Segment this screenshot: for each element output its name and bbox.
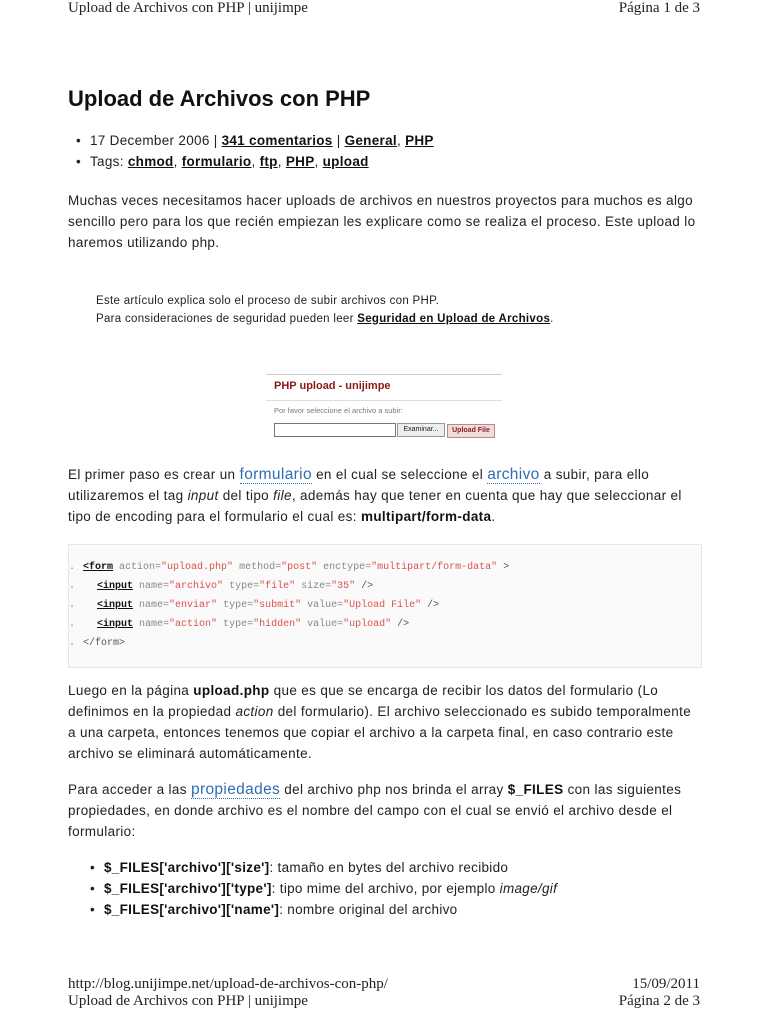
code-tag: <input	[97, 581, 134, 592]
article-title: Upload de Archivos con PHP	[68, 86, 371, 111]
header-page-number: Página 1 de 3	[618, 0, 700, 16]
archivo-link[interactable]: archivo	[487, 466, 540, 483]
post-date: 17 December 2006	[90, 133, 210, 148]
form-paragraph: El primer paso es crear un formulario en el cual se seleccione el archivo a subir, para ello utilizaremos el tag input del tipo file, además hay que tener en cuenta que hay que seleccionar el tipo de encoding para el formulario el cual es: multipart/form-data.	[68, 466, 682, 524]
code-value: "35"	[331, 581, 356, 592]
code-tag-end: />	[427, 600, 440, 611]
code-content	[97, 577, 373, 596]
tag-link[interactable]: chmod	[127, 154, 174, 169]
footer-title: Upload de Archivos con PHP | unijimpe	[68, 993, 308, 1009]
code-close-tag: </form>	[83, 638, 126, 649]
code-attr: type=	[223, 619, 254, 630]
code-tag-end: />	[397, 619, 410, 630]
code-value: "Upload File"	[343, 600, 422, 611]
security-link[interactable]: Seguridad en Upload de Archivos	[357, 313, 551, 325]
code-value: "enviar"	[169, 600, 218, 611]
upload-form-screenshot	[266, 374, 502, 441]
page-footer-title-line	[68, 993, 700, 1010]
screenshot-upload-button: Upload File	[447, 424, 495, 438]
code-value: "post"	[281, 562, 318, 573]
code-line-marker: .	[69, 619, 76, 630]
tag-link[interactable]: formulario	[181, 154, 252, 169]
footer-url: http://blog.unijimpe.net/upload-de-archivos-con-php/	[68, 976, 388, 992]
code-attr: name=	[139, 600, 170, 611]
tag-link[interactable]: PHP	[285, 154, 315, 169]
code-content	[83, 558, 509, 577]
code-line-marker: .	[69, 638, 76, 649]
code-tag: <input	[97, 619, 134, 630]
code-content	[97, 596, 439, 615]
screenshot-hint: Por favor seleccione el archivo a subir:	[274, 406, 403, 415]
page-header	[68, 0, 700, 17]
screenshot-title: PHP upload - unijimpe	[274, 380, 391, 392]
code-tag: <input	[97, 600, 134, 611]
screenshot-file-input	[274, 423, 396, 437]
meta-date-line: • 17 December 2006 | 341 comentarios | General, PHP	[68, 130, 434, 151]
intro-paragraph: Muchas veces necesitamos hacer uploads de archivos en nuestros proyectos para muchos es algo sencillo pero para los que recién empiezan les explicare como se realiza el proceso. Este upload lo haremos utilizando php.	[68, 193, 696, 250]
meta-tags-line: • Tags: chmod, formulario, ftp, PHP, upload	[68, 151, 434, 172]
code-tag-end: >	[503, 562, 510, 573]
tags-label: Tags:	[90, 154, 124, 169]
footer-date: 15/09/2011	[632, 976, 700, 992]
comments-link[interactable]: 341 comentarios	[221, 133, 333, 148]
header-title: Upload de Archivos con PHP | unijimpe	[68, 0, 308, 16]
code-block	[68, 544, 702, 668]
list-item: • $_FILES['archivo']['type']: tipo mime del archivo, por ejemplo image/gif	[68, 878, 557, 899]
code-value: "archivo"	[169, 581, 224, 592]
code-value: "file"	[259, 581, 296, 592]
code-line-marker: .	[69, 581, 76, 592]
code-value: "hidden"	[253, 619, 302, 630]
upload-php-paragraph: Luego en la página upload.php que es que se encarga de recibir los datos del formulario (Lo definimos en la propiedad action del formulario). El archivo seleccionado es subido temporalmente a una carpeta, entonces tenemos que copiar el archivo a la carpeta final, en caso contrario este archivo se eliminará automáticamente.	[68, 683, 692, 761]
page-footer-url-line	[68, 976, 700, 993]
code-attr: type=	[229, 581, 260, 592]
list-item: • $_FILES['archivo']['size']: tamaño en bytes del archivo recibido	[68, 857, 557, 878]
code-value: "upload.php"	[161, 562, 234, 573]
formulario-link[interactable]: formulario	[239, 466, 312, 483]
code-attr: type=	[223, 600, 254, 611]
code-line-marker: .	[69, 562, 76, 573]
list-item: • $_FILES['archivo']['name']: nombre original del archivo	[68, 899, 557, 920]
code-value: "submit"	[253, 600, 302, 611]
code-content	[97, 615, 409, 634]
code-attr: method=	[239, 562, 282, 573]
tag-link[interactable]: upload	[322, 154, 369, 169]
files-properties-list	[68, 857, 557, 920]
screenshot-divider	[266, 400, 502, 401]
code-attr: name=	[139, 619, 170, 630]
code-value: "upload"	[343, 619, 392, 630]
code-attr: enctype=	[323, 562, 372, 573]
code-attr: size=	[301, 581, 332, 592]
article-meta	[68, 130, 434, 172]
code-line-marker: .	[69, 600, 76, 611]
code-value: "multipart/form-data"	[371, 562, 498, 573]
security-note: Este artículo explica solo el proceso de subir archivos con PHP. Para consideraciones de seguridad pueden leer Seguridad en Upload de Archivos.	[96, 295, 554, 325]
code-tag-end: />	[361, 581, 374, 592]
propiedades-link[interactable]: propiedades	[190, 781, 281, 798]
category-link-php[interactable]: PHP	[405, 133, 434, 148]
code-attr: action=	[119, 562, 162, 573]
code-tag: <form	[83, 562, 114, 573]
category-link-general[interactable]: General	[344, 133, 397, 148]
footer-page-number: Página 2 de 3	[618, 993, 700, 1009]
code-attr: name=	[139, 581, 170, 592]
tag-link[interactable]: ftp	[259, 154, 278, 169]
code-value: "action"	[169, 619, 218, 630]
screenshot-browse-button: Examinar...	[397, 423, 445, 437]
code-attr: value=	[307, 600, 344, 611]
code-attr: value=	[307, 619, 344, 630]
files-paragraph: Para acceder a las propiedades del archivo php nos brinda el array $_FILES con las siguientes propiedades, en donde archivo es el nombre del campo con el cual se envió el archivo desde el formulario:	[68, 781, 682, 839]
